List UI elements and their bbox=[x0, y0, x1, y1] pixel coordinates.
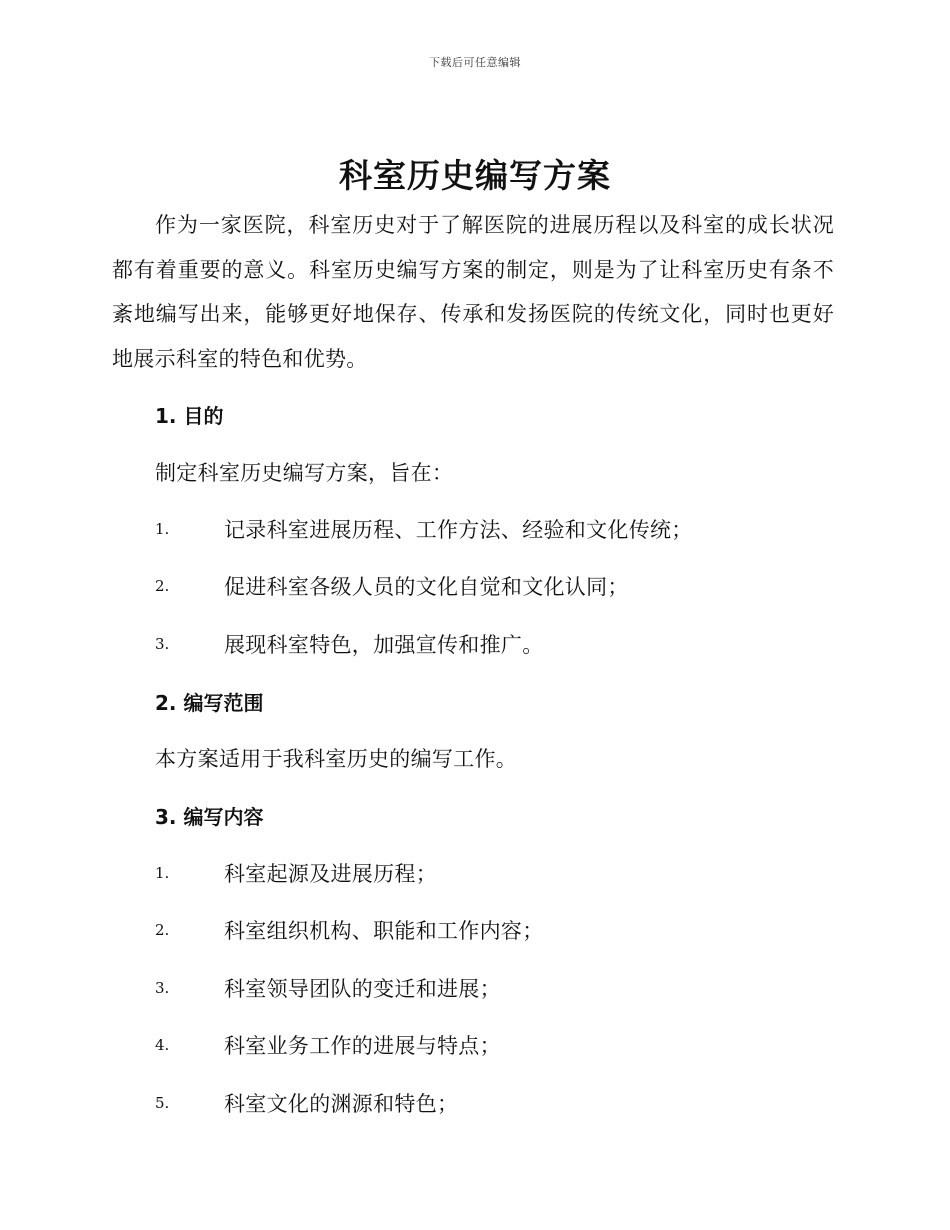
scope-text: 本方案适用于我科室历史的编写工作。 bbox=[155, 747, 518, 771]
list-item bbox=[155, 1030, 855, 1060]
section-heading-content: 3. 编写内容 bbox=[155, 805, 264, 829]
list-text: 记录科室进展历程、工作方法、经验和文化传统； bbox=[224, 518, 693, 542]
list-text: 科室起源及进展历程； bbox=[224, 862, 437, 886]
list-text: 科室文化的渊源和特色； bbox=[224, 1092, 459, 1116]
list-number: 1. bbox=[155, 864, 170, 882]
section-heading-purpose: 1. 目的 bbox=[155, 404, 224, 428]
list-item bbox=[155, 858, 855, 888]
list-item bbox=[155, 514, 855, 544]
list-item bbox=[155, 1088, 855, 1118]
list-number: 1. bbox=[155, 520, 170, 538]
list-item bbox=[155, 571, 855, 601]
list-number: 3. bbox=[155, 635, 170, 653]
section-heading-scope: 2. 编写范围 bbox=[155, 691, 264, 715]
header-note: 下载后可任意编辑 bbox=[429, 56, 521, 69]
list-text: 促进科室各级人员的文化自觉和文化认同； bbox=[224, 575, 629, 599]
list-number: 3. bbox=[155, 979, 170, 997]
list-number: 4. bbox=[155, 1036, 170, 1054]
list-text: 科室领导团队的变迁和进展； bbox=[224, 977, 501, 1001]
list-number: 5. bbox=[155, 1094, 170, 1112]
list-text: 科室业务工作的进展与特点； bbox=[224, 1034, 501, 1058]
list-item bbox=[155, 915, 855, 945]
document-title: 科室历史编写方案 bbox=[339, 156, 611, 195]
intro-paragraph: 作为一家医院，科室历史对于了解医院的进展历程以及科室的成长状况都有着重要的意义。科室历史编写方案的制定，则是为了让科室历史有条不紊地编写出来，能够更好地保存、传承和发扬医院的传统文化，同时也更好地展示科室的特色和优势。 bbox=[112, 213, 834, 371]
list-item bbox=[155, 629, 855, 659]
list-item bbox=[155, 973, 855, 1003]
list-text: 科室组织机构、职能和工作内容； bbox=[224, 919, 544, 943]
list-number: 2. bbox=[155, 577, 170, 595]
list-number: 2. bbox=[155, 921, 170, 939]
purpose-lead: 制定科室历史编写方案，旨在： bbox=[155, 461, 454, 485]
list-text: 展现科室特色，加强宣传和推广。 bbox=[224, 633, 544, 657]
